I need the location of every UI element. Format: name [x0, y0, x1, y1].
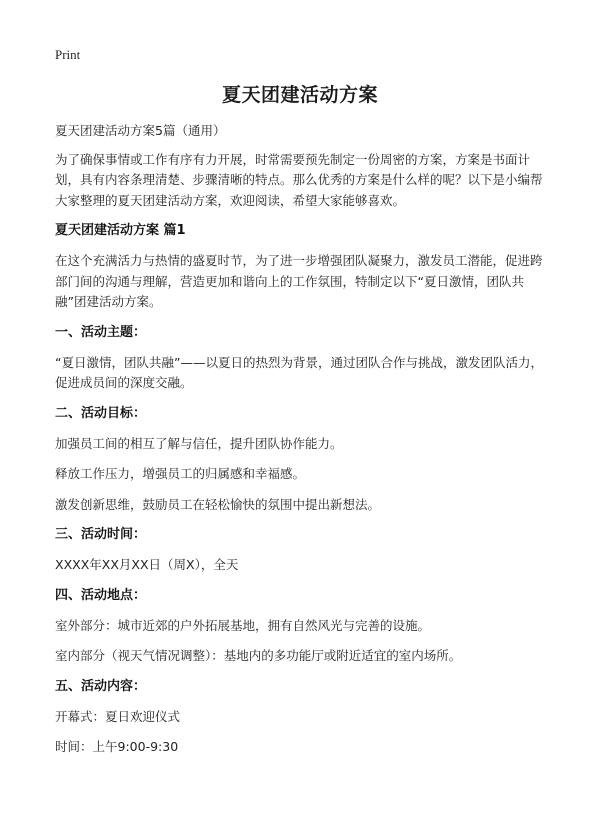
location-item: 室外部分：城市近郊的户外拓展基地，拥有自然风光与完善的设施。 [55, 617, 431, 633]
location-item: 室内部分（视天气情况调整）：基地内的多功能厅或附近适宜的室内场所。 [55, 648, 462, 663]
goal-item: 释放工作压力，增强员工的归属感和幸福感。 [55, 466, 306, 481]
goal-item: 加强员工间的相互了解与信任，提升团队协作能力。 [55, 435, 343, 451]
page-title: 夏天团建活动方案 [221, 84, 378, 106]
theme-paragraph: “夏日激情，团队共融”——以夏日的热烈为背景，通过团队合作与挑战，激发团队活力，促进成员间的深度交融。 [55, 354, 543, 390]
section-heading-time: 三、活动时间： [55, 527, 147, 542]
content-item: 时间：上午9:00-9:30 [55, 739, 179, 754]
print-link[interactable]: Print [55, 47, 81, 62]
goal-item: 激发创新思维，鼓励员工在轻松愉快的氛围中提出新想法。 [55, 496, 381, 512]
intro-paragraph: 为了确保事情或工作有序有力开展，时常需要预先制定一份周密的方案，方案是书面计划，具有内容条理清楚、步骤清晰的特点。那么优秀的方案是什么样的呢？以下是小编帮大家整理的夏天团建活动方案，欢迎阅读，希望大家能够喜欢。 [55, 151, 543, 208]
time-paragraph: XXXX年XX月XX日（周X），全天 [55, 557, 239, 572]
content-item: 开幕式：夏日欢迎仪式 [55, 708, 181, 724]
section-heading-content: 五、活动内容： [55, 678, 147, 694]
lead-paragraph: 在这个充满活力与热情的盛夏时节，为了进一步增强团队凝聚力，激发员工潜能，促进跨部门间的沟通与理解，营造更加和谐向上的工作氛围，特制定以下“夏日激情，团队共融”团建活动方案。 [55, 253, 543, 309]
section-heading-goals: 二、活动目标： [55, 405, 147, 421]
section-heading-location: 四、活动地点： [55, 587, 147, 603]
article-heading: 夏天团建活动方案 篇1 [55, 223, 186, 238]
article-body [55, 121, 545, 768]
section-heading-theme: 一、活动主题： [55, 324, 147, 340]
article-subtitle: 夏天团建活动方案5篇（通用） [55, 123, 226, 138]
